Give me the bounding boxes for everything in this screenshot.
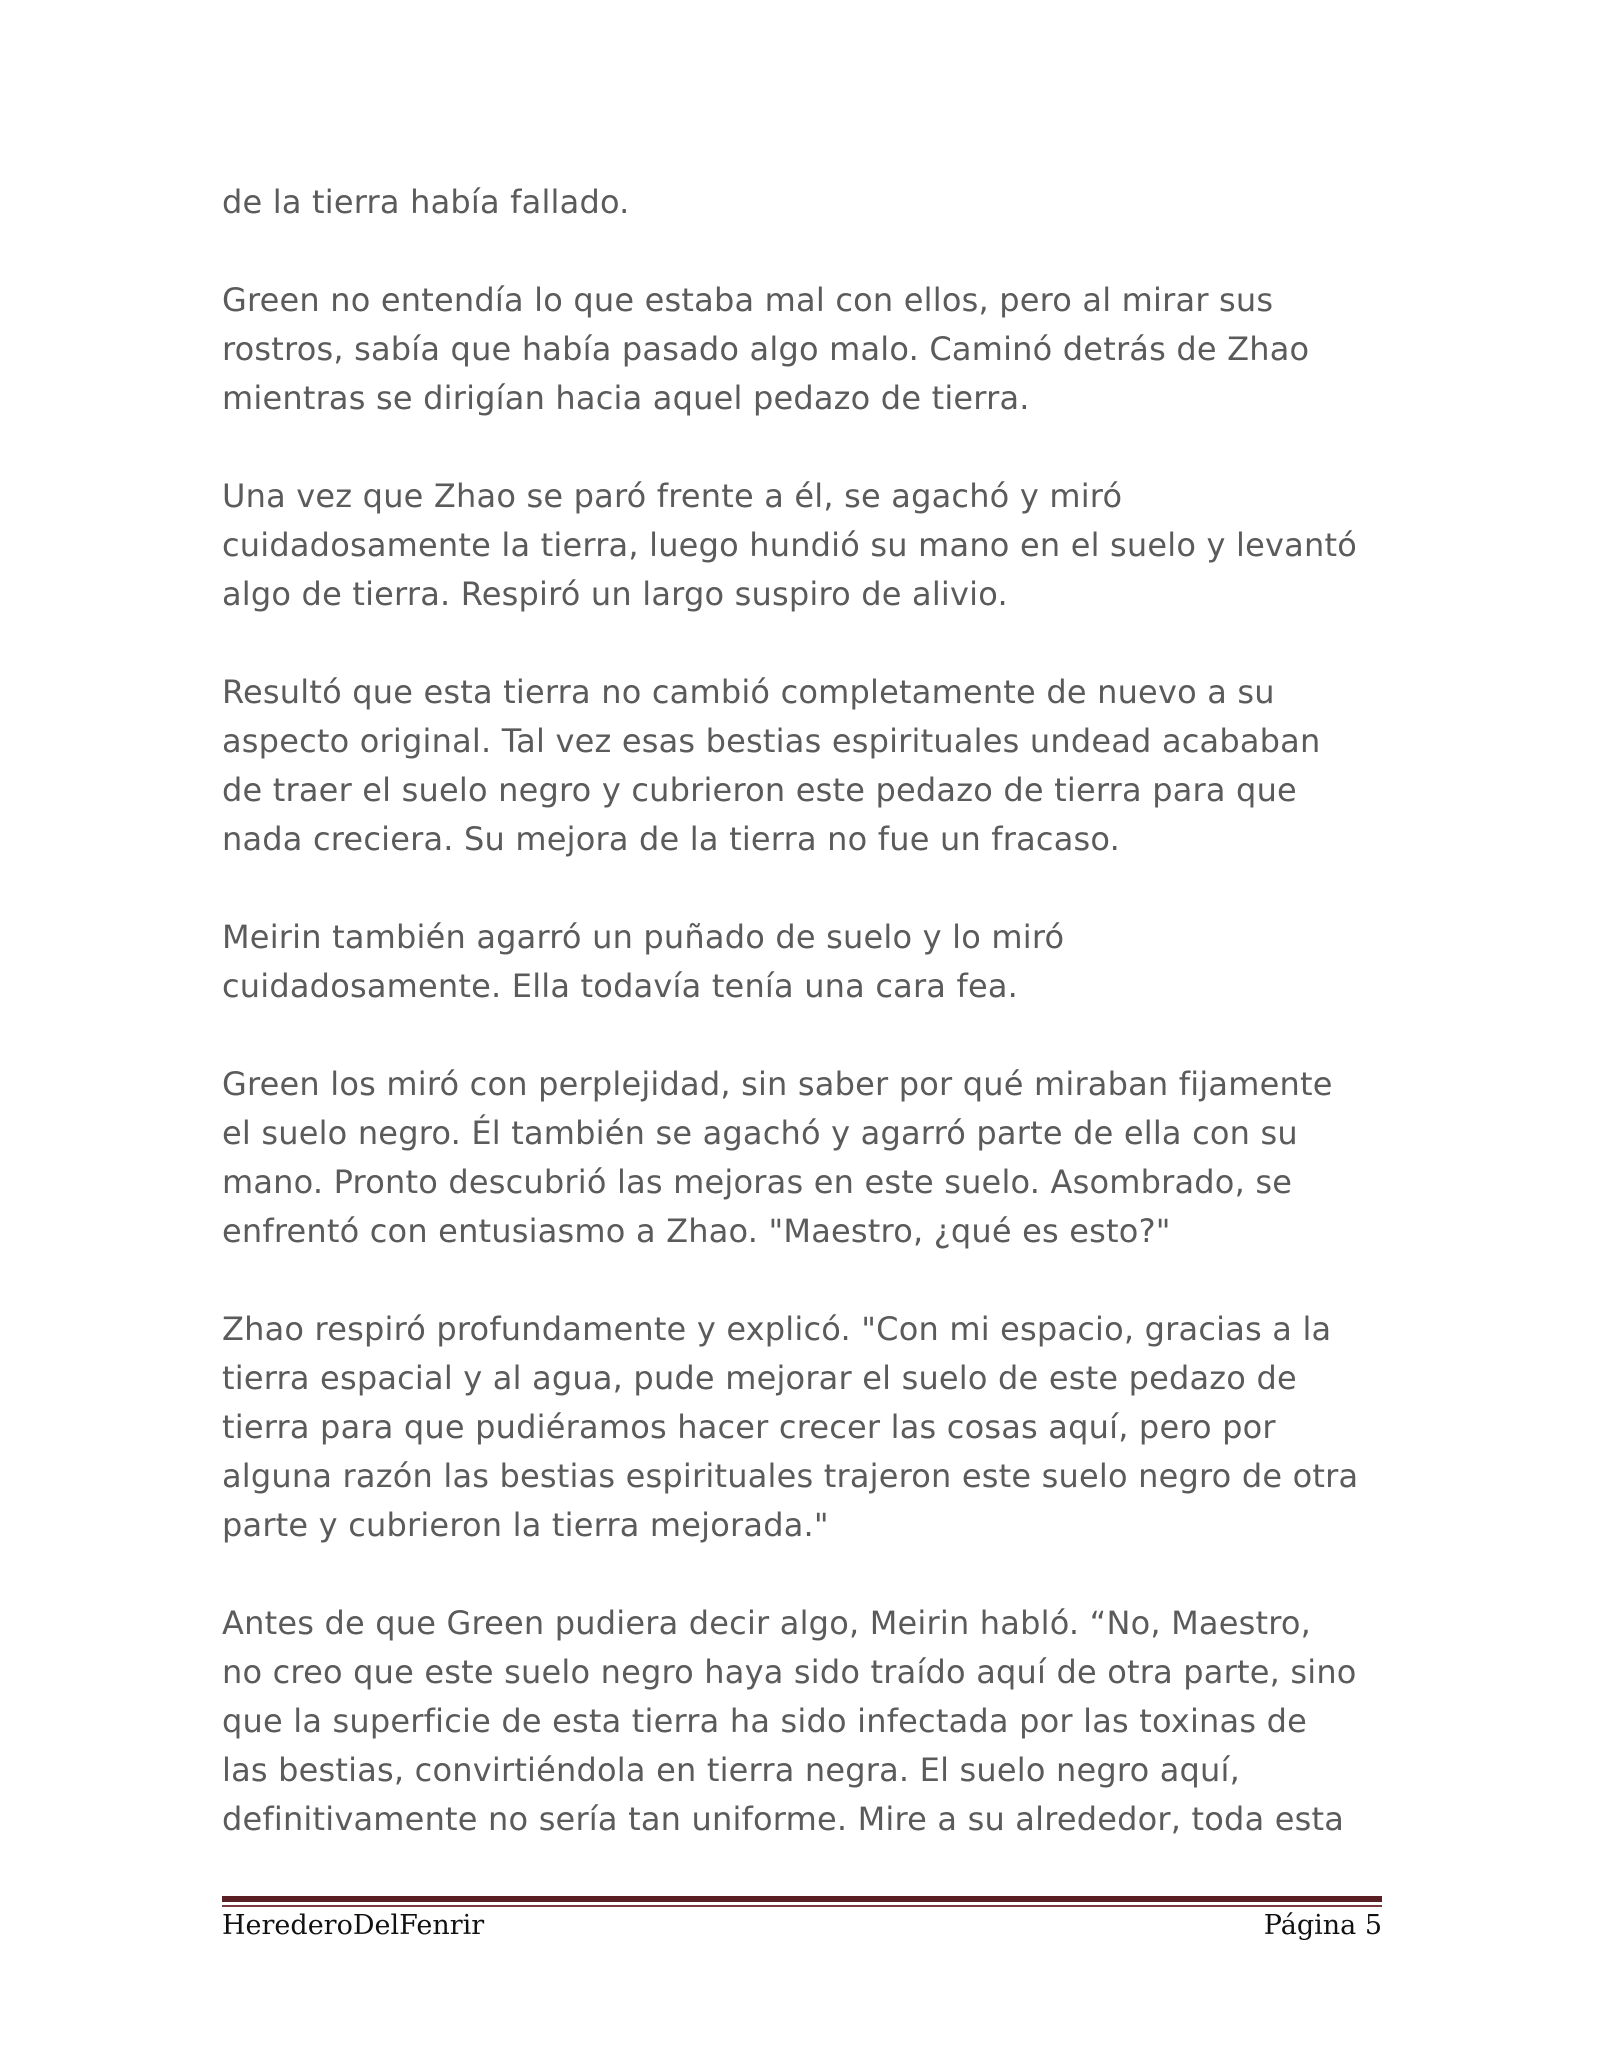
- text-line: las bestias, convirtiéndola en tierra negra. El suelo negro aquí,: [222, 1751, 1240, 1789]
- text-line: algo de tierra. Respiró un largo suspiro de alivio.: [222, 575, 1008, 613]
- text-line: Resultó que esta tierra no cambió completamente de nuevo a su: [222, 673, 1275, 711]
- text-line: mano. Pronto descubrió las mejoras en este suelo. Asombrado, se: [222, 1163, 1293, 1201]
- text-line: Una vez que Zhao se paró frente a él, se agachó y miró: [222, 477, 1123, 515]
- text-line: aspecto original. Tal vez esas bestias espirituales undead acababan: [222, 722, 1321, 760]
- page-body: [222, 178, 1392, 1893]
- paragraph: [222, 1305, 1392, 1550]
- footer-divider: [222, 1896, 1382, 1907]
- text-line: cuidadosamente. Ella todavía tenía una cara fea.: [222, 967, 1019, 1005]
- paragraph: [222, 1060, 1392, 1256]
- footer-author: HerederoDelFenrir: [222, 1910, 485, 1941]
- text-line: definitivamente no sería tan uniforme. Mire a su alrededor, toda esta: [222, 1800, 1345, 1838]
- footer-divider-thin: [222, 1905, 1382, 1907]
- paragraph: [222, 276, 1392, 423]
- text-line: cuidadosamente la tierra, luego hundió su mano en el suelo y levantó: [222, 526, 1357, 564]
- text-line: nada creciera. Su mejora de la tierra no fue un fracaso.: [222, 820, 1120, 858]
- text-line: que la superficie de esta tierra ha sido infectada por las toxinas de: [222, 1702, 1307, 1740]
- text-line: Green no entendía lo que estaba mal con ellos, pero al mirar sus: [222, 281, 1274, 319]
- paragraph: [222, 913, 1392, 1011]
- paragraph: [222, 1599, 1392, 1844]
- text-line: el suelo negro. Él también se agachó y agarró parte de ella con su: [222, 1114, 1298, 1152]
- text-line: tierra espacial y al agua, pude mejorar el suelo de este pedazo de: [222, 1359, 1297, 1397]
- text-line: Antes de que Green pudiera decir algo, Meirin habló. “No, Maestro,: [222, 1604, 1312, 1642]
- text-line: mientras se dirigían hacia aquel pedazo de tierra.: [222, 379, 1030, 417]
- text-line: alguna razón las bestias espirituales trajeron este suelo negro de otra: [222, 1457, 1359, 1495]
- text-line: enfrentó con entusiasmo a Zhao. "Maestro, ¿qué es esto?": [222, 1212, 1171, 1250]
- text-line: Meirin también agarró un puñado de suelo y lo miró: [222, 918, 1065, 956]
- text-line: rostros, sabía que había pasado algo malo. Caminó detrás de Zhao: [222, 330, 1310, 368]
- text-line: de traer el suelo negro y cubrieron este pedazo de tierra para que: [222, 771, 1297, 809]
- paragraph: [222, 472, 1392, 619]
- footer-divider-thick: [222, 1896, 1382, 1902]
- text-line: Green los miró con perplejidad, sin saber por qué miraban fijamente: [222, 1065, 1333, 1103]
- text-line: de la tierra había fallado.: [222, 183, 630, 221]
- page-number: Página 5: [1263, 1910, 1382, 1941]
- page-footer: [222, 1910, 1382, 1950]
- text-line: Zhao respiró profundamente y explicó. "Con mi espacio, gracias a la: [222, 1310, 1332, 1348]
- text-line: tierra para que pudiéramos hacer crecer las cosas aquí, pero por: [222, 1408, 1276, 1446]
- text-line: parte y cubrieron la tierra mejorada.": [222, 1506, 829, 1544]
- text-line: no creo que este suelo negro haya sido traído aquí de otra parte, sino: [222, 1653, 1357, 1691]
- paragraph: [222, 178, 1392, 227]
- paragraph: [222, 668, 1392, 864]
